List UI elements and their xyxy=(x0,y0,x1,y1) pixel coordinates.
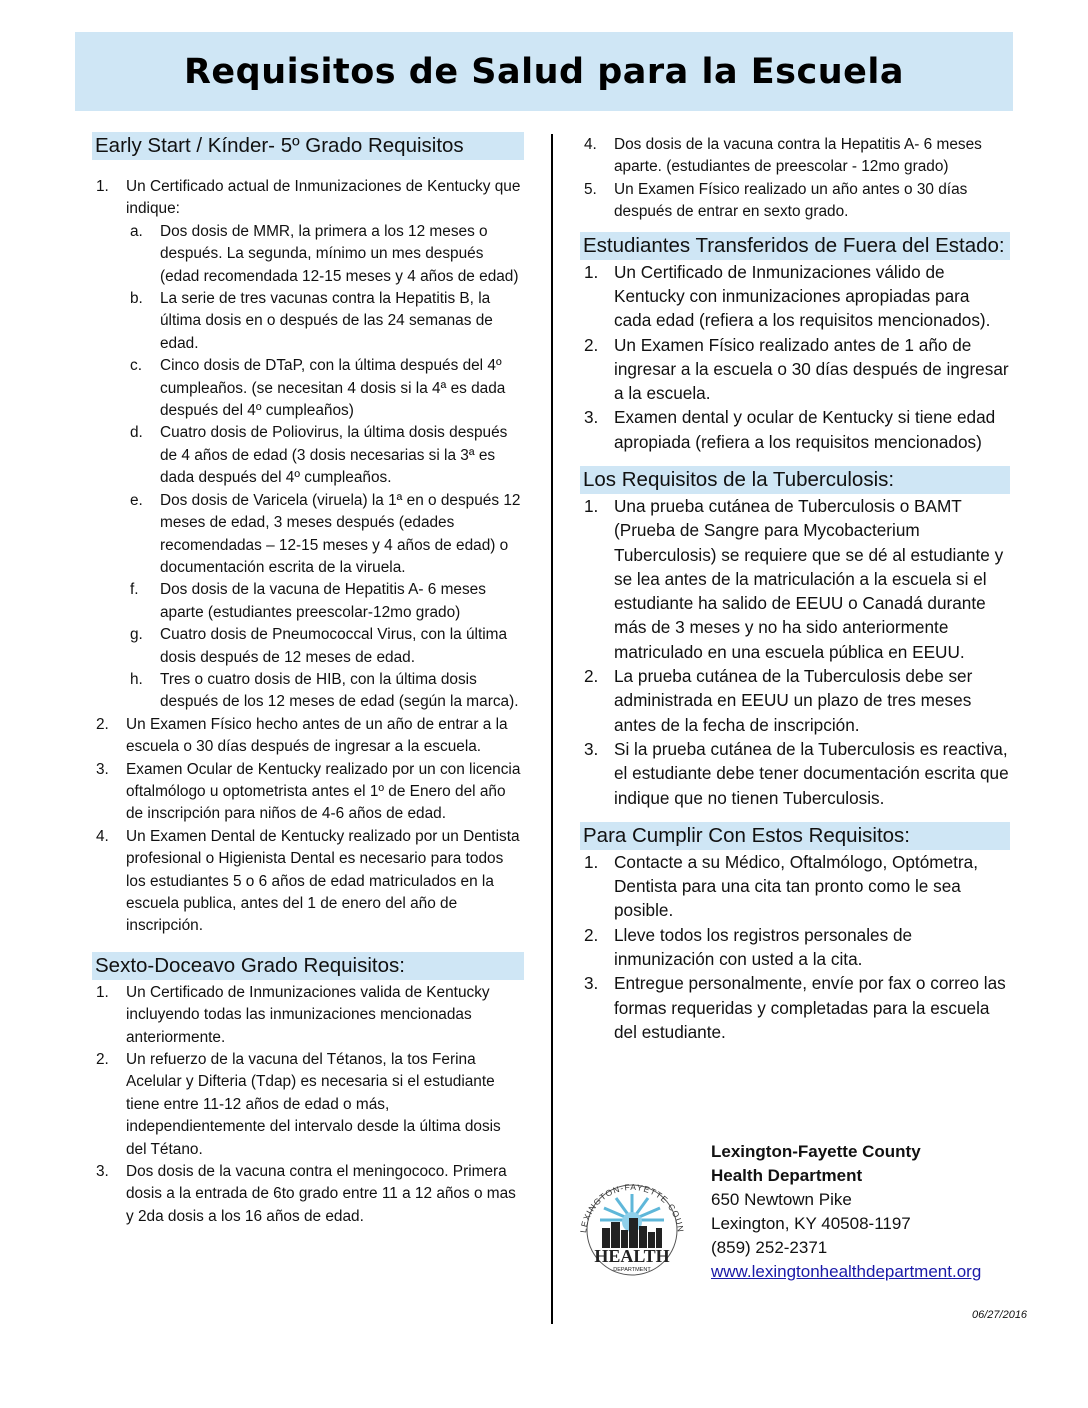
list-item: g. Cuatro dosis de Pneumococcal Virus, con la última dosis después de 12 meses de edad. xyxy=(130,626,508,666)
title-banner xyxy=(75,32,1013,111)
section-heading-transfer: Estudiantes Transferidos de Fuera del Estado: xyxy=(580,232,1010,260)
phone: (859) 252-2371 xyxy=(711,1238,828,1257)
revision-date: 06/27/2016 xyxy=(972,1309,1028,1321)
logo-sub: DEPARTMENT xyxy=(613,1267,651,1273)
early-start-list xyxy=(92,176,524,938)
org-name-line1: Lexington-Fayette County xyxy=(711,1142,921,1161)
list-item: 1. Un Certificado de Inmunizaciones válido de Kentucky con inmunizaciones apropiadas para cada edad (refiera a los requisitos mencionados). xyxy=(584,261,991,331)
section-heading-comply: Para Cumplir Con Estos Requisitos: xyxy=(580,822,1010,850)
list-item: h. Tres o cuatro dosis de HIB, con la última dosis después de los 12 meses de edad (según la marca). xyxy=(130,670,519,711)
comply-list xyxy=(580,850,1010,1044)
list-item: 3. Entregue personalmente, envíe por fax o correo las formas requeridas y completadas para la escuela del estudiante. xyxy=(584,973,1006,1042)
list-item: f. Dos dosis de la vacuna de Hepatitis A- 6 meses aparte (estudiantes preescolar-12mo grado) xyxy=(130,581,486,621)
section-heading-early-start: Early Start / Kínder- 5º Grado Requisitos xyxy=(92,132,524,160)
sixth-twelfth-list xyxy=(92,982,524,1228)
continued-list xyxy=(580,134,1010,224)
list-item: 3. Examen Ocular de Kentucky realizado por un con licencia oftalmólogo u optometrista antes el 1º de Enero del año de inscripción para niños de 4-6 años de edad. xyxy=(96,760,521,823)
list-item: 3. Examen dental y ocular de Kentucky si tiene edad apropiada (refiera a los requisitos mencionados) xyxy=(584,407,996,452)
list-item: c. Cinco dosis de DTaP, con la última después del 4º cumpleaños. (se necesitan 4 dosis si la 4ª es dada después del 4º cumpleaños) xyxy=(130,357,506,420)
list-item: a. Dos dosis de MMR, la primera a los 12 meses o después. La segunda, mínimo un mes después (edad recomendada 12-15 meses y 4 años de edad) xyxy=(130,222,519,285)
list-item: 2. Un refuerzo de la vacuna del Tétanos, la tos Ferina Acelular y Difteria (Tdap) es necesaria si el estudiante tiene entre 11-12 años de edad o más, independientemente del intervalo desde la última dosis del Tétano. xyxy=(96,1051,501,1158)
tuberculosis-list xyxy=(580,494,1010,810)
city-state-zip: Lexington, KY 40508-1197 xyxy=(711,1214,911,1233)
column-divider xyxy=(551,134,553,1324)
list-item: 5. Un Examen Físico realizado un año antes o 30 días después de entrar en sexto grado. xyxy=(584,180,968,221)
list-item: d. Cuatro dosis de Poliovirus, la última dosis después de 4 años de edad (3 dosis necesarias si la 3ª es dada después del 4º cumpleaños. xyxy=(130,424,508,487)
list-item: 2. Lleve todos los registros personales de inmunización con usted a la cita. xyxy=(584,924,913,970)
transfer-list xyxy=(580,260,1010,454)
vaccine-sublist xyxy=(126,221,524,714)
logo-graphic xyxy=(566,1158,696,1278)
section-heading-tuberculosis: Los Requisitos de la Tuberculosis: xyxy=(580,466,1010,494)
list-item: 1. Contacte a su Médico, Oftalmólogo, Optómetra, Dentista para una cita tan pronto como le sea posible. xyxy=(584,851,978,921)
list-item: 1. Un Certificado actual de Inmunizaciones de Kentucky que indique: a. Dos dosis de MMR, la primera a los 12 meses o después. La segunda, mínimo un mes después (edad recomendada 12-15 meses y 4 años de edad) b. La serie de tres vacunas contra la Hepatitis B, la última dosis en o después de las 24 semanas de edad. c. Cinco dosis de DTaP, con la última después del 4º cumpleaños. (se necesitan 4 dosis si la 4ª es dada después del 4º cumpleaños) d. Cuatro dosis de Poliovirus, la última dosis después de 4 años de edad (3 dosis necesarias si la 3ª es dada después del 4º cumpleaños. e. Dos dosis de Varicela (viruela) la 1ª en o después 12 meses de edad, 3 meses después (edades recomendadas – 12-15 meses y 4 años de edad) o documentación escrita de la viruela. f. Dos dosis de la vacuna de Hepatitis A- 6 meses aparte (estudiantes preescolar-12mo grado) g. Cuatro dosis de Pneumococcal Virus, con la última dosis después de 12 meses de edad. h. Tres o cuatro dosis de HIB, con la última dosis después de los 12 meses de edad (según la marca). xyxy=(92,176,524,714)
list-item: 1. Una prueba cutánea de Tuberculosis o BAMT (Prueba de Sangre para Mycobacterium Tuberculosis) se requiere que se dé al estudiante y se lea antes de la matriculación a la escuela si el estudiante ha salido de EEUU o Canadá durante más de 3 meses y no ha sido anteriormente matriculado en una escuela pública en EEUU. xyxy=(584,496,1004,662)
logo-word: HEALTH xyxy=(594,1246,670,1266)
address: 650 Newtown Pike xyxy=(711,1190,852,1209)
left-column xyxy=(92,132,524,1228)
logo-ring-text: LEXINGTON-FAYETTE COUN xyxy=(578,1181,686,1234)
right-column xyxy=(580,134,1010,1044)
list-item: 3. Si la prueba cutánea de la Tuberculosis es reactiva, el estudiante debe tener documentación escrita que indique que no tienen Tuberculosis. xyxy=(584,738,1009,808)
page-title: Requisitos de Salud para la Escuela xyxy=(183,51,905,92)
website-link[interactable]: www.lexingtonhealthdepartment.org xyxy=(711,1262,982,1281)
list-item: 2. La prueba cutánea de la Tuberculosis debe ser administrada en EEUU un plazo de tres meses antes de la fecha de inscripción. xyxy=(584,666,973,735)
org-name-line2: Health Department xyxy=(711,1166,863,1185)
contact-block xyxy=(711,1140,981,1284)
list-item: b. La serie de tres vacunas contra la Hepatitis B, la última dosis en o después de las 24 semanas de edad. xyxy=(130,290,493,352)
list-item: 3. Dos dosis de la vacuna contra el meningococo. Primera dosis a la entrada de 6to grado entre 11 a 12 años o mas y 2da dosis a los 16 años de edad. xyxy=(96,1163,516,1225)
section-heading-sixth-twelfth: Sexto-Doceavo Grado Requisitos: xyxy=(92,952,524,980)
health-department-logo xyxy=(566,1158,696,1278)
list-item: 1. Un Certificado de Inmunizaciones valida de Kentucky incluyendo todas las inmunizaciones mencionadas anteriormente. xyxy=(96,983,490,1046)
list-item: e. Dos dosis de Varicela (viruela) la 1ª en o después 12 meses de edad, 3 meses después (edades recomendadas – 12-15 meses y 4 años de edad) o documentación escrita de la viruela. xyxy=(130,491,521,576)
list-item: 4. Un Examen Dental de Kentucky realizado por un Dentista profesional o Higienista Dental es necesario para todos los estudiantes 5 o 6 años de edad matriculados en la escuela publica, antes del 1 de enero del año de inscripción. xyxy=(96,827,520,935)
list-item: 2. Un Examen Físico hecho antes de un año de entrar a la escuela o 30 días después de ingresar a la escuela. xyxy=(96,715,508,756)
list-item: 2. Un Examen Físico realizado antes de 1 año de ingresar a la escuela o 30 días después de ingresar a la escuela. xyxy=(584,334,1009,404)
skyline-icon xyxy=(602,1218,662,1248)
list-item: 4. Dos dosis de la vacuna contra la Hepatitis A- 6 meses aparte. (estudiantes de preescolar - 12mo grado) xyxy=(584,136,982,176)
